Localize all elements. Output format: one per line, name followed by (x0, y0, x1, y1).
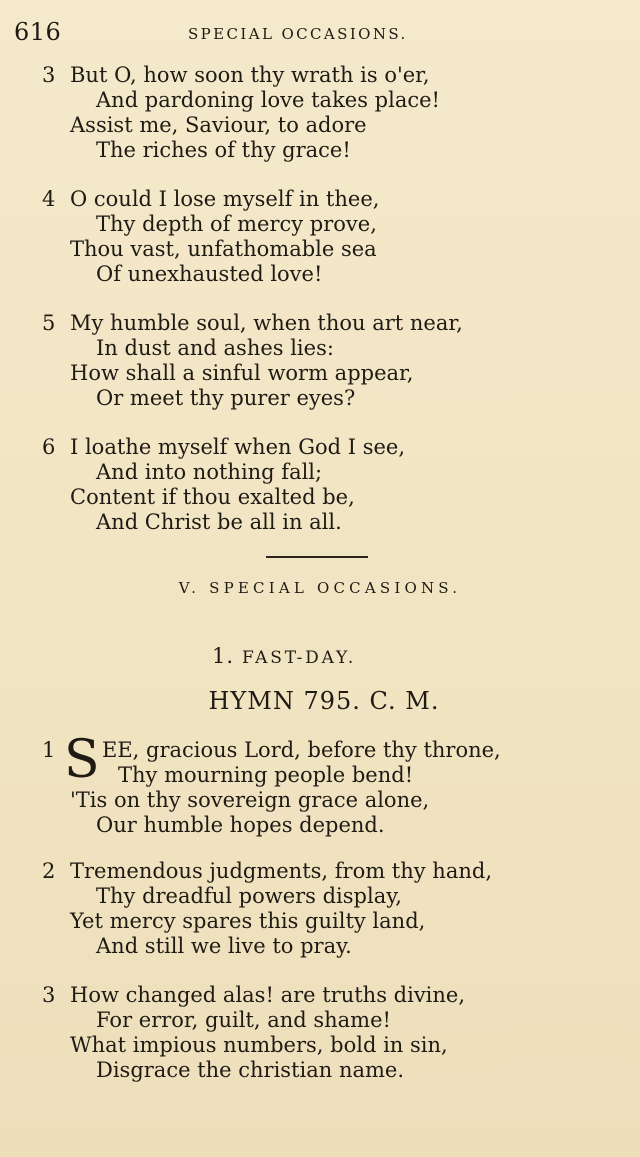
verse-line: But O, how soon thy wrath is o'er, (70, 63, 430, 87)
stanza-4 (0, 187, 640, 287)
verse-line: Or meet thy purer eyes? (96, 386, 356, 410)
verse-line: Yet mercy spares this guilty land, (70, 909, 426, 933)
stanza-5 (0, 311, 640, 411)
hymn-stanza-2 (0, 859, 640, 959)
hymn-stanza-1 (0, 730, 640, 838)
running-title: SPECIAL OCCASIONS. (188, 25, 408, 43)
verse-line: Of unexhausted love! (96, 262, 323, 286)
verse-line: Tremendous judgments, from thy hand, (70, 859, 492, 883)
subsection-number: 1. (212, 644, 235, 668)
running-head (0, 18, 640, 48)
hymn-title: HYMN 795. C. M. (208, 687, 440, 715)
stanza-3 (0, 63, 640, 163)
page-number: 616 (14, 18, 62, 46)
stanza-number: 4 (42, 187, 56, 211)
verse-line: Thy depth of mercy prove, (96, 212, 377, 236)
stanza-number: 2 (42, 859, 56, 883)
verse-line: My humble soul, when thou art near, (70, 311, 463, 335)
verse-line: Our humble hopes depend. (96, 813, 385, 837)
verse-line: EE, gracious Lord, before thy throne, (102, 738, 501, 762)
stanza-6 (0, 435, 640, 535)
verse-line: In dust and ashes lies: (96, 336, 334, 360)
verse-line: I loathe myself when God I see, (70, 435, 406, 459)
verse-line: Content if thou exalted be, (70, 485, 355, 509)
hymn-stanza-3 (0, 983, 640, 1083)
verse-line: Thy dreadful powers display, (96, 884, 402, 908)
stanza-number: 3 (42, 63, 56, 87)
verse-line: O could I lose myself in thee, (70, 187, 380, 211)
verse-line: Thy mourning people bend! (118, 763, 414, 787)
stanza-number: 6 (42, 435, 56, 459)
verse-line: Assist me, Saviour, to adore (70, 113, 367, 137)
subsection-title: FAST-DAY. (242, 648, 357, 668)
verse-line: Disgrace the christian name. (96, 1058, 405, 1082)
stanza-number: 1 (42, 738, 56, 762)
verse-line: How shall a sinful worm appear, (70, 361, 414, 385)
divider-rule (266, 556, 368, 558)
verse-line: 'Tis on thy sovereign grace alone, (70, 788, 430, 812)
verse-line: And still we live to pray. (96, 934, 352, 958)
verse-line: And pardoning love takes place! (96, 88, 440, 112)
verse-line: And into nothing fall; (96, 460, 323, 484)
verse-line: For error, guilt, and shame! (96, 1008, 391, 1032)
subsection-heading (212, 644, 356, 668)
stanza-number: 3 (42, 983, 56, 1007)
section-heading: V. SPECIAL OCCASIONS. (178, 579, 462, 597)
drop-cap: S (64, 730, 100, 790)
verse-line: The riches of thy grace! (96, 138, 351, 162)
verse-line: Thou vast, unfathomable sea (70, 237, 377, 261)
stanza-number: 5 (42, 311, 56, 335)
verse-line: What impious numbers, bold in sin, (70, 1033, 448, 1057)
verse-line: And Christ be all in all. (96, 510, 342, 534)
verse-line: How changed alas! are truths divine, (70, 983, 466, 1007)
